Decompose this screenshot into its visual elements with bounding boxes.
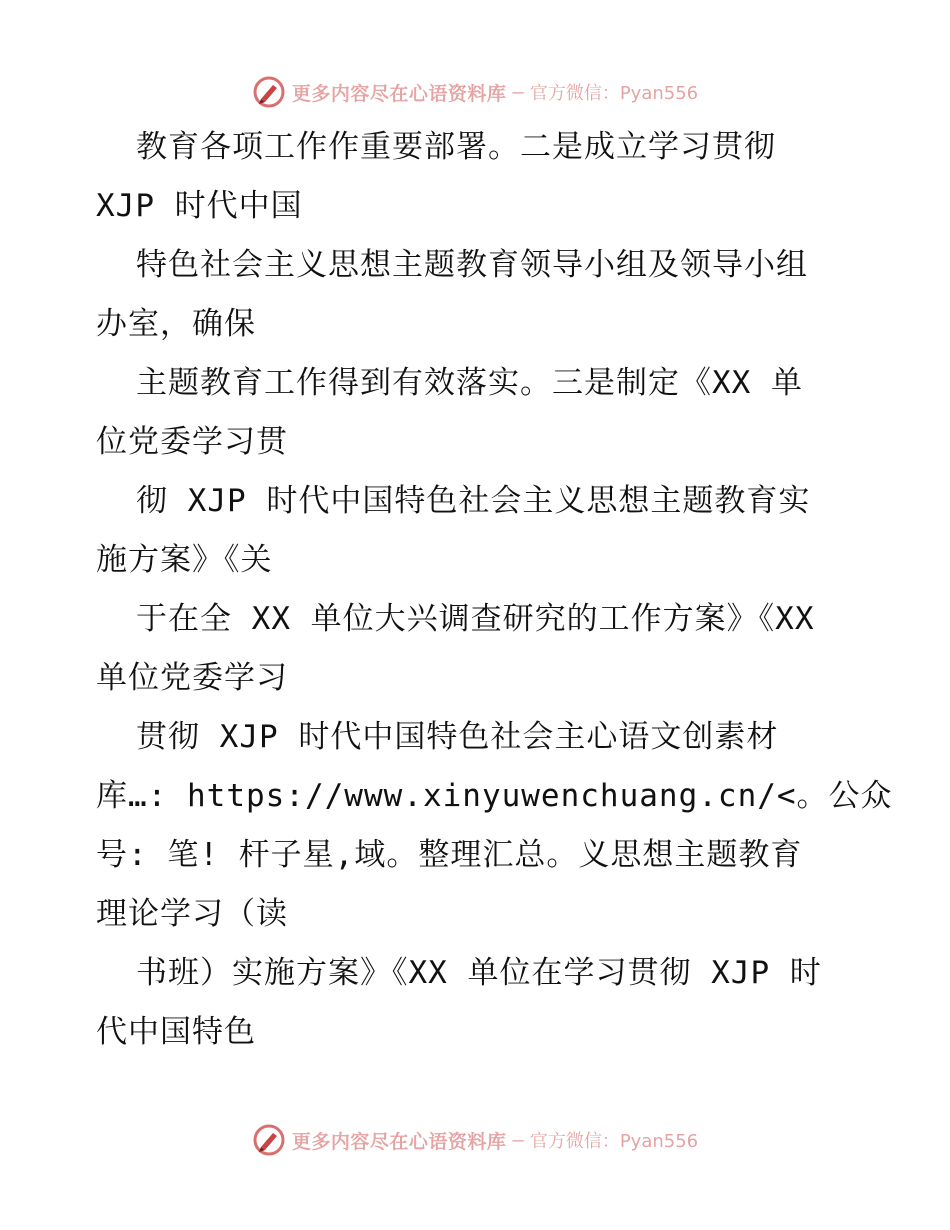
body-line: XJP 时代中国 [96,188,303,224]
body-line: 特色社会主义思想主题教育领导小组及领导小组 [136,247,808,283]
body-line: 主题教育工作得到有效落实。三是制定《XX 单 [136,365,803,401]
pen-logo-icon [252,75,286,109]
body-line: 位党委学习贯 [96,424,288,460]
watermark-dash: — [512,1129,524,1151]
watermark-text: 更多内容尽在心语资料库 [291,82,507,105]
header-watermark [0,72,950,112]
body-line: 理论学习（读 [96,896,288,932]
body-line: 彻 XJP 时代中国特色社会主义思想主题教育实 [136,483,811,519]
document-body [96,118,916,1062]
footer-watermark [0,1120,950,1160]
body-line: 教育各项工作作重要部署。二是成立学习贯彻 [136,129,776,165]
body-line: 号: 笔! 杆子星,域。整理汇总。义思想主题教育 [96,837,803,873]
watermark-dash: — [512,81,524,103]
body-line: 施方案》《关 [96,542,273,578]
body-line: 办室，确保 [96,306,256,342]
body-line: 贯彻 XJP 时代中国特色社会主心语文创素材 [136,719,779,755]
watermark-contact: 官方微信：Pyan556 [529,83,699,104]
body-line: 代中国特色 [96,1014,256,1050]
watermark-contact: 官方微信：Pyan556 [529,1131,699,1152]
body-line: 于在全 XX 单位大兴调查研究的工作方案》《XX [136,601,815,637]
body-line: 库…: https://www.xinyuwenchuang.cn/<。公众 [96,778,893,814]
pen-logo-icon [252,1123,286,1157]
body-line: 书班）实施方案》《XX 单位在学习贯彻 XJP 时 [136,955,822,991]
body-line: 单位党委学习 [96,660,288,696]
watermark-text: 更多内容尽在心语资料库 [291,1130,507,1153]
